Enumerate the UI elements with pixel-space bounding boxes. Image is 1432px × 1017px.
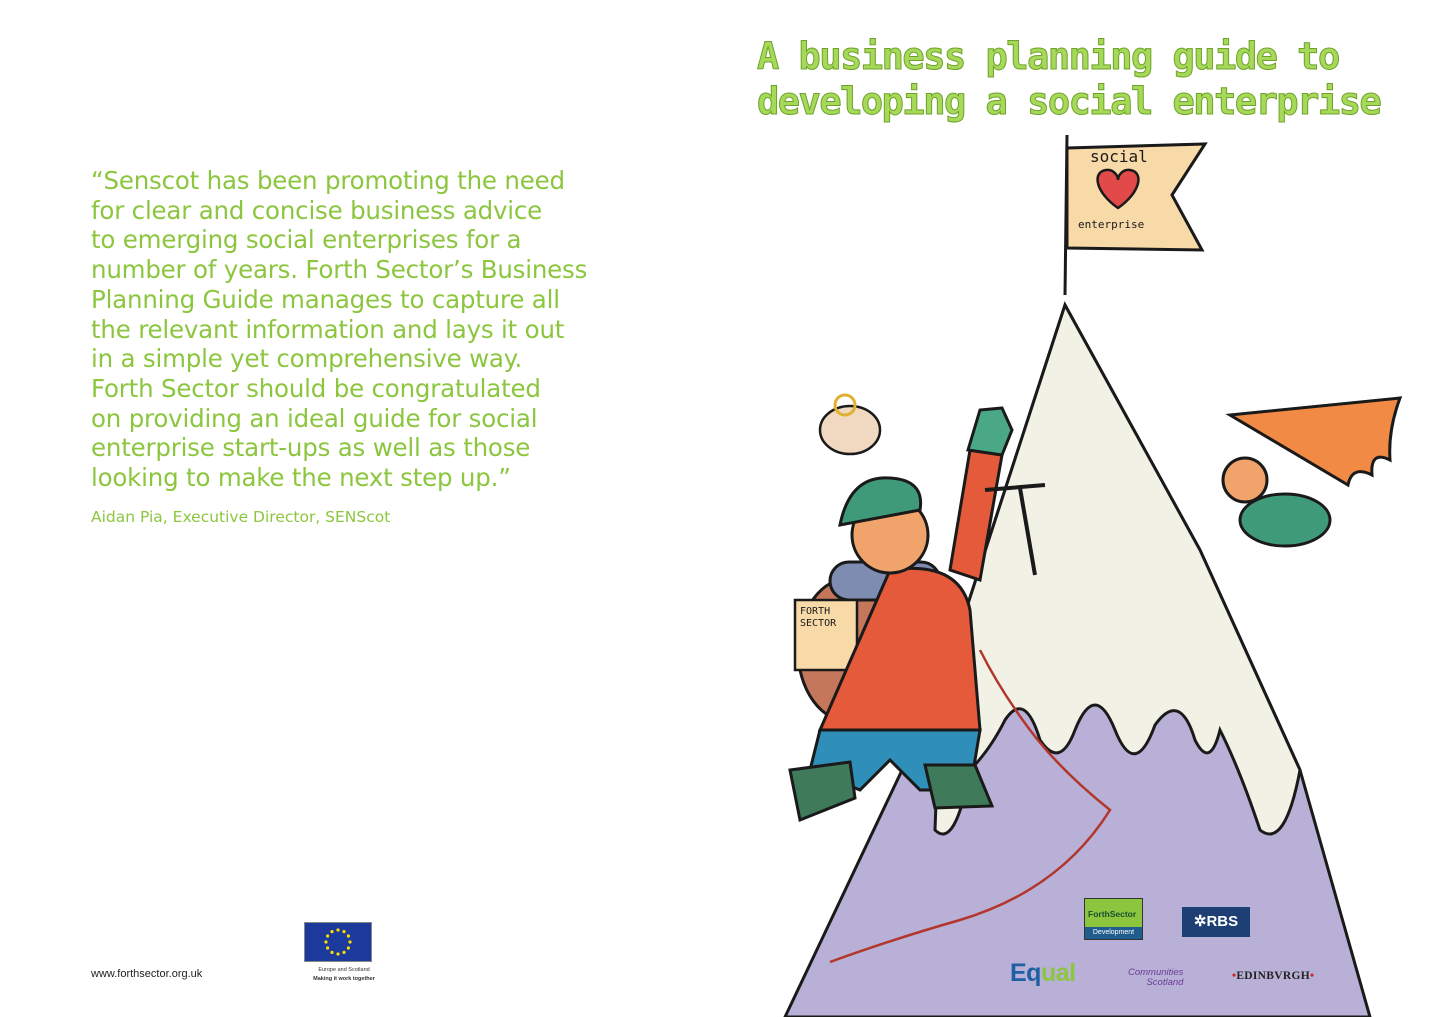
book-text: FORTH bbox=[800, 606, 831, 617]
quote-line: “Senscot has been promoting the need bbox=[91, 166, 565, 195]
quote-attribution: Aidan Pia, Executive Director, SENScot bbox=[91, 508, 391, 526]
edinburgh-text: EDINBVRGH bbox=[1236, 970, 1310, 982]
quote-line: Forth Sector should be congratulated bbox=[91, 373, 541, 403]
communities-scotland-logo bbox=[1128, 968, 1183, 988]
website-url[interactable]: www.forthsector.org.uk bbox=[91, 968, 203, 980]
cat-head-icon bbox=[1223, 458, 1267, 502]
rbs-text: RBS bbox=[1206, 913, 1239, 930]
quote-line: Planning Guide manages to capture all bbox=[91, 284, 560, 314]
cover-title-line: A business planning guide to bbox=[757, 35, 1339, 78]
quote-line: to emerging social enterprises for a bbox=[91, 225, 522, 255]
equal-text: ual bbox=[1040, 959, 1076, 987]
eu-flag-icon bbox=[304, 922, 372, 962]
mountain-illustration bbox=[740, 130, 1430, 1017]
cover-title bbox=[757, 34, 1427, 124]
forth-sector-sub: Development bbox=[1085, 927, 1142, 939]
climber-boot bbox=[790, 762, 855, 820]
communities-text: Communities bbox=[1128, 967, 1184, 978]
edinburgh-dot: • bbox=[1309, 970, 1315, 982]
flag-text-bottom: enterprise bbox=[1078, 218, 1145, 231]
quote-line: on providing an ideal guide for social bbox=[91, 403, 538, 433]
quote-line: enterprise start-ups as well as those bbox=[91, 433, 531, 463]
quote-line: for clear and concise business advice bbox=[91, 195, 543, 225]
quote-line: the relevant information and lays it out bbox=[91, 314, 565, 344]
equal-logo bbox=[1010, 959, 1076, 988]
climber-glove bbox=[968, 408, 1012, 455]
book-text: SECTOR bbox=[800, 618, 837, 629]
eu-caption: Making it work together bbox=[313, 976, 375, 982]
forth-sector-name: ForthSector bbox=[1088, 909, 1137, 919]
cover-title-line: developing a social enterprise bbox=[757, 80, 1381, 123]
scotland-text: Scotland bbox=[1146, 977, 1184, 988]
forth-sector-logo bbox=[1084, 898, 1143, 940]
rbs-daisy-icon: ✲ bbox=[1193, 913, 1207, 930]
quote-line: looking to make the next step up.” bbox=[91, 463, 511, 493]
eu-logo bbox=[303, 922, 383, 984]
quote-line: in a simple yet comprehensive way. bbox=[91, 344, 523, 374]
testimonial-quote bbox=[91, 166, 588, 493]
quote-line: number of years. Forth Sector’s Business bbox=[91, 255, 588, 285]
equal-text: Eq bbox=[1010, 959, 1041, 987]
eu-caption: Europe and Scotland bbox=[318, 967, 370, 973]
edinburgh-logo bbox=[1232, 970, 1314, 982]
flag-text-top: social bbox=[1090, 147, 1148, 166]
rbs-logo bbox=[1182, 907, 1250, 937]
edinburgh-dot: • bbox=[1232, 970, 1237, 982]
